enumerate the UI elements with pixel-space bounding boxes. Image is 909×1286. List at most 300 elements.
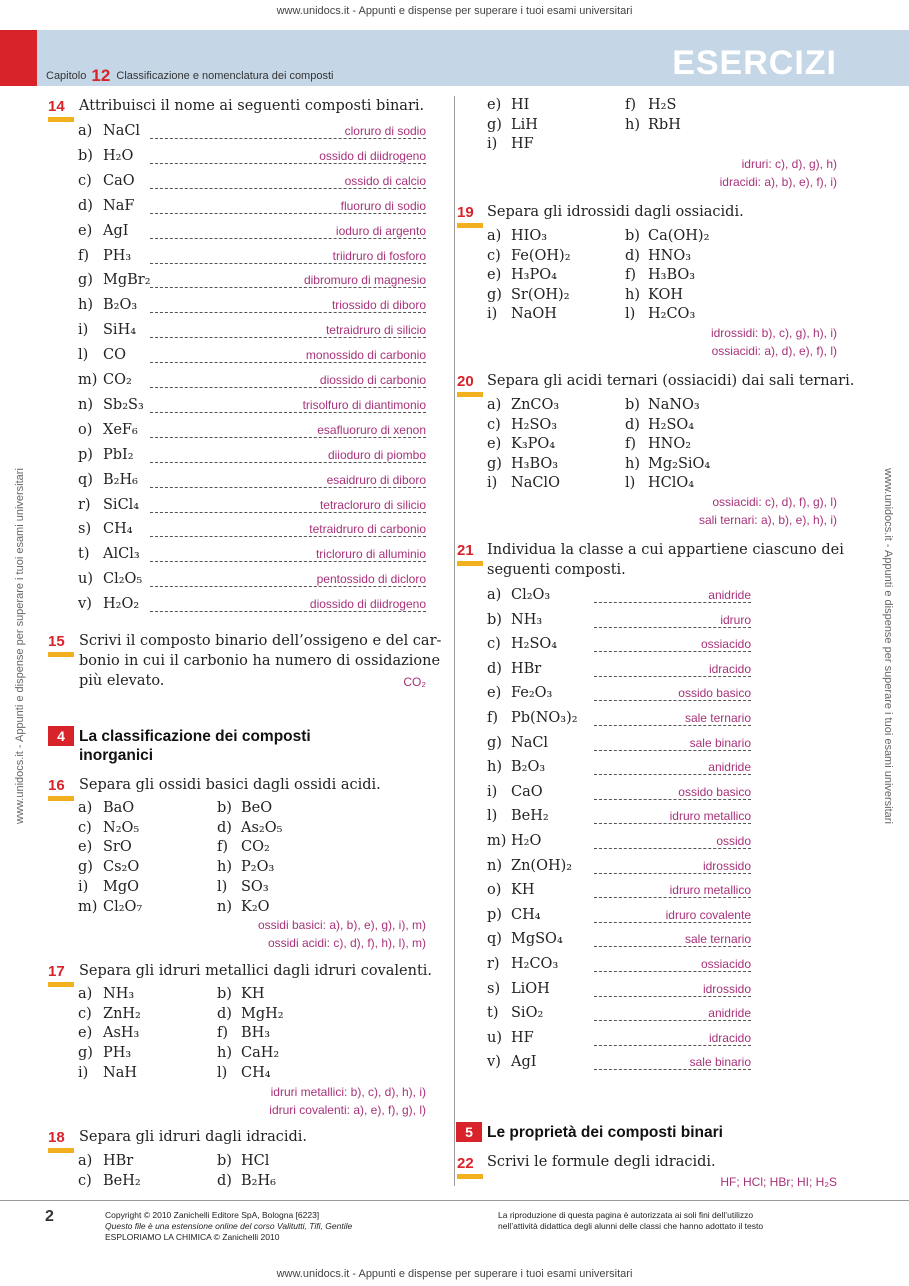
- exercise-text: Attribuisci il nome ai seguenti composti binari.: [79, 98, 425, 114]
- exercise-number: 17: [48, 963, 65, 980]
- exercise-number: 15: [48, 633, 65, 650]
- dotted-leader: [150, 412, 426, 413]
- item-label: h): [487, 759, 502, 776]
- dotted-leader: [594, 1045, 751, 1046]
- item-label: i): [487, 136, 498, 153]
- item-label: o): [487, 882, 502, 899]
- item-formula: Fe(OH)₂: [511, 247, 571, 264]
- item-label: o): [78, 421, 93, 438]
- item-formula: NaNO₃: [648, 397, 700, 413]
- item-label: h): [217, 1045, 232, 1062]
- item-formula: H₂O: [103, 147, 134, 164]
- item-formula: HClO₄: [648, 475, 695, 492]
- page-number: 2: [45, 1208, 54, 1225]
- item-label: m): [487, 833, 507, 849]
- item-formula: H₂S: [648, 97, 677, 113]
- exercise-text-line: bonio in cui il carbonio ha numero di ossidazione: [79, 653, 441, 669]
- item-formula: P₂O₃: [241, 859, 275, 876]
- item-label: q): [78, 471, 93, 488]
- answer: ossiacido: [700, 957, 751, 971]
- item-formula: CH₄: [241, 1064, 271, 1081]
- item-formula: H₃BO₃: [648, 267, 696, 284]
- item-formula: PbI₂: [103, 446, 134, 463]
- item-formula: HBr: [511, 660, 542, 677]
- item-formula: HIO₃: [511, 228, 548, 244]
- item-label: b): [217, 1153, 232, 1169]
- dotted-leader: [594, 725, 751, 726]
- item-label: m): [78, 372, 98, 388]
- answer: idruri covalenti: a), e), f), g), l): [269, 1103, 426, 1117]
- answer: sale binario: [689, 1055, 751, 1070]
- dotted-leader: [594, 750, 751, 751]
- item-label: b): [217, 986, 232, 1002]
- answer: anidride: [708, 1006, 751, 1021]
- item-formula: CaH₂: [241, 1045, 280, 1062]
- item-formula: Fe₂O₃: [511, 685, 553, 702]
- answer: tetraidruro di silicio: [325, 323, 426, 338]
- item-formula: HF: [511, 1029, 534, 1046]
- answer: ossido basico: [678, 686, 751, 701]
- dotted-leader: [594, 651, 751, 652]
- item-formula: CO₂: [103, 372, 132, 388]
- dotted-leader: [594, 971, 751, 972]
- section-title: ESERCIZI: [672, 44, 837, 82]
- item-label: v): [487, 1054, 501, 1071]
- answer: sale ternario: [684, 932, 751, 947]
- item-label: e): [487, 267, 502, 284]
- item-formula: ZnCO₃: [511, 397, 560, 413]
- item-label: n): [487, 857, 502, 874]
- item-label: e): [78, 839, 93, 856]
- exercise-text: Separa gli acidi ternari (ossiacidi) dai sali ternari.: [487, 373, 855, 389]
- dotted-leader: [594, 799, 751, 800]
- section-heading: Le proprietà dei composti binari: [487, 1124, 723, 1141]
- item-label: d): [487, 660, 502, 677]
- item-label: b): [625, 228, 640, 244]
- answer: sali ternari: a), b), e), h), i): [698, 513, 837, 527]
- item-formula: SiO₂: [511, 1005, 544, 1022]
- item-formula: HBr: [103, 1153, 134, 1169]
- item-label: a): [78, 1153, 93, 1169]
- item-label: r): [487, 956, 500, 972]
- item-formula: HF: [511, 136, 534, 153]
- dotted-leader: [594, 1020, 751, 1021]
- item-label: p): [78, 446, 93, 463]
- section-number-box: 5: [456, 1122, 482, 1142]
- chapter-caption: [46, 64, 333, 84]
- exercise-number: 18: [48, 1129, 65, 1146]
- footer-rule: [0, 1200, 909, 1201]
- item-label: l): [487, 808, 498, 825]
- item-label: g): [487, 116, 502, 133]
- item-formula: NaCl: [103, 123, 141, 139]
- answer: idrossido: [702, 858, 751, 873]
- item-formula: B₂H₆: [103, 471, 138, 488]
- answer: sale ternario: [684, 711, 751, 725]
- dotted-leader: [150, 512, 426, 513]
- answer: diossido di diidrogeno: [309, 597, 426, 612]
- dotted-leader: [594, 676, 751, 677]
- item-formula: Cl₂O₇: [103, 898, 143, 915]
- item-label: u): [487, 1029, 502, 1046]
- answer: ossiacidi: a), d), e), f), l): [711, 344, 837, 358]
- item-formula: ZnH₂: [103, 1005, 141, 1022]
- item-formula: BaO: [103, 800, 135, 816]
- answer: triidruro di fosforo: [332, 248, 426, 263]
- answer: idruro covalente: [665, 907, 751, 922]
- item-formula: BeO: [241, 800, 273, 816]
- dotted-leader: [150, 213, 426, 214]
- item-label: p): [487, 906, 502, 923]
- item-label: f): [625, 97, 637, 113]
- item-label: c): [487, 636, 501, 653]
- item-label: r): [78, 496, 91, 513]
- item-formula: AgI: [511, 1054, 537, 1071]
- reproduction-note: La riproduzione di questa pagina è autorizzata ai soli fini dell’utilizzo: [498, 1210, 754, 1220]
- dotted-leader: [594, 774, 751, 775]
- item-label: i): [487, 475, 498, 492]
- exercise-number: 14: [48, 98, 65, 115]
- dotted-leader: [150, 362, 426, 363]
- item-formula: XeF₆: [103, 421, 138, 438]
- item-label: i): [78, 878, 89, 895]
- item-label: t): [487, 1005, 499, 1022]
- item-label: e): [78, 1025, 93, 1042]
- answer: pentossido di dicloro: [316, 572, 426, 587]
- item-formula: PH₃: [103, 1045, 132, 1062]
- answer: diioduro di piombo: [327, 447, 426, 462]
- answer: tetraidruro di carbonio: [309, 522, 426, 537]
- item-label: c): [78, 172, 92, 189]
- item-label: e): [487, 685, 502, 702]
- exercise-number: 16: [48, 777, 65, 794]
- answer: diossido di carbonio: [319, 373, 426, 387]
- item-formula: AsH₃: [103, 1025, 140, 1042]
- answer: esafluoruro di xenon: [317, 422, 426, 437]
- item-formula: CO: [103, 347, 126, 364]
- item-label: b): [217, 800, 232, 816]
- item-label: a): [487, 228, 502, 244]
- dotted-leader: [150, 238, 426, 239]
- item-label: l): [217, 1064, 228, 1081]
- item-formula: SiCl₄: [103, 496, 140, 513]
- item-label: c): [78, 819, 92, 836]
- exercise-text: Separa gli idruri dagli idracidi.: [79, 1129, 308, 1145]
- item-label: g): [487, 286, 502, 303]
- item-formula: KH: [241, 986, 265, 1002]
- exercise-number: 22: [457, 1155, 474, 1172]
- answer: anidride: [708, 760, 751, 775]
- item-formula: Sb₂S₃: [103, 396, 144, 413]
- answer: idrossidi: b), c), g), h), i): [710, 326, 837, 340]
- item-formula: HNO₂: [648, 436, 692, 453]
- exercise-text: Scrivi le formule degli idracidi.: [487, 1154, 716, 1170]
- item-label: c): [78, 1172, 92, 1189]
- watermark-right: www.unidocs.it - Appunti e dispense per superare i tuoi esami universitari: [882, 468, 894, 824]
- answer: ossido di calcio: [344, 173, 426, 188]
- item-label: g): [78, 1045, 93, 1062]
- item-label: a): [78, 800, 93, 816]
- item-label: l): [78, 347, 89, 364]
- item-label: q): [487, 931, 502, 948]
- answer: ossidi basici: a), b), e), g), i), m): [257, 918, 426, 932]
- item-formula: Mg₂SiO₄: [648, 455, 711, 472]
- item-label: c): [487, 416, 501, 433]
- item-formula: RbH: [648, 116, 681, 133]
- answer: idrossido: [702, 981, 751, 996]
- answer: dibromuro di magnesio: [303, 273, 426, 288]
- section-heading: La classificazione dei composti: [79, 728, 311, 745]
- item-label: a): [78, 986, 93, 1002]
- item-label: d): [217, 1172, 232, 1189]
- item-label: h): [625, 116, 640, 133]
- watermark-bottom: www.unidocs.it - Appunti e dispense per superare i tuoi esami universitari: [276, 1268, 633, 1280]
- answer: anidride: [708, 588, 751, 602]
- item-label: s): [487, 980, 501, 997]
- dotted-leader: [150, 312, 426, 313]
- dotted-leader: [594, 700, 751, 701]
- answer: idruri: c), d), g), h): [741, 157, 837, 171]
- item-label: l): [625, 475, 636, 492]
- exercise-text: Separa gli ossidi basici dagli ossidi acidi.: [79, 777, 381, 793]
- item-formula: HNO₃: [648, 247, 692, 264]
- item-formula: H₂SO₄: [648, 416, 695, 433]
- item-label: b): [625, 397, 640, 413]
- dotted-leader: [594, 946, 751, 947]
- item-formula: HCl: [241, 1153, 270, 1169]
- item-label: d): [217, 1005, 232, 1022]
- item-label: f): [625, 436, 637, 453]
- item-formula: B₂O₃: [511, 759, 546, 776]
- item-formula: Cl₂O₅: [103, 571, 143, 588]
- item-label: i): [487, 306, 498, 323]
- exercise-text: Separa gli idruri metallici dagli idruri covalenti.: [79, 963, 433, 979]
- copyright-line: Copyright © 2010 Zanichelli Editore SpA, Bologna [6223]: [105, 1210, 320, 1220]
- item-label: g): [78, 272, 93, 289]
- item-formula: SO₃: [241, 878, 269, 895]
- item-label: g): [78, 859, 93, 876]
- item-formula: H₂CO₃: [511, 956, 559, 972]
- answer: idruro: [720, 612, 751, 627]
- item-label: f): [217, 1025, 229, 1042]
- item-formula: NH₃: [103, 986, 135, 1002]
- answer: monossido di carbonio: [305, 348, 426, 363]
- item-formula: H₂O₂: [103, 596, 140, 613]
- item-formula: MgO: [103, 878, 140, 895]
- dotted-leader: [150, 163, 426, 164]
- item-formula: KOH: [648, 286, 683, 303]
- item-label: n): [217, 898, 232, 915]
- dotted-leader: [150, 188, 426, 189]
- answer: idracido: [708, 1030, 751, 1045]
- answer: triossido di diboro: [331, 298, 426, 313]
- item-formula: CaO: [511, 783, 543, 800]
- item-label: i): [78, 322, 89, 339]
- dotted-leader: [150, 263, 426, 264]
- answer: tetracloruro di silicio: [319, 497, 426, 512]
- answer: CO₂: [403, 675, 426, 689]
- item-label: l): [625, 306, 636, 323]
- dotted-leader: [150, 437, 426, 438]
- item-formula: H₃BO₃: [511, 455, 559, 472]
- answer: ossiacido: [700, 637, 751, 652]
- item-formula: NaOH: [511, 306, 557, 323]
- item-label: b): [487, 611, 502, 628]
- dotted-leader: [594, 996, 751, 997]
- answer: fluoruro di sodio: [340, 198, 426, 213]
- answer: ioduro di argento: [335, 223, 426, 238]
- item-formula: CH₄: [103, 521, 133, 538]
- item-label: f): [625, 267, 637, 284]
- item-formula: LiOH: [511, 980, 550, 997]
- item-formula: Ca(OH)₂: [648, 228, 710, 244]
- item-formula: HI: [511, 97, 530, 113]
- item-formula: MgH₂: [241, 1005, 284, 1022]
- item-label: v): [78, 596, 92, 613]
- watermark-top: www.unidocs.it - Appunti e dispense per superare i tuoi esami universitari: [276, 5, 633, 17]
- answer: ossido basico: [678, 784, 751, 799]
- item-label: d): [217, 819, 232, 836]
- item-formula: BH₃: [241, 1025, 271, 1042]
- dotted-leader: [594, 627, 751, 628]
- copyright-line: ESPLORIAMO LA CHIMICA © Zanichelli 2010: [105, 1232, 280, 1242]
- item-formula: PH₃: [103, 247, 132, 264]
- watermark-left: www.unidocs.it - Appunti e dispense per superare i tuoi esami universitari: [14, 468, 26, 824]
- item-formula: AgI: [103, 222, 129, 239]
- answer: sale binario: [689, 735, 751, 750]
- item-formula: CH₄: [511, 906, 541, 923]
- copyright-line: Questo file è una estensione online del corso Valitutti, Tifi, Gentile: [105, 1221, 353, 1231]
- item-label: e): [487, 97, 502, 113]
- item-formula: As₂O₅: [241, 819, 283, 836]
- item-label: a): [78, 123, 93, 139]
- item-label: a): [487, 397, 502, 413]
- item-formula: CaO: [103, 172, 135, 189]
- item-formula: NaF: [103, 197, 135, 214]
- item-label: c): [78, 1005, 92, 1022]
- dotted-leader: [150, 337, 426, 338]
- item-label: s): [78, 521, 92, 538]
- item-formula: K₃PO₄: [511, 436, 556, 453]
- item-formula: NH₃: [511, 611, 543, 628]
- item-formula: AlCl₃: [103, 546, 140, 563]
- dotted-leader: [594, 602, 751, 603]
- answer: ossidi acidi: c), d), f), h), l), m): [267, 936, 426, 950]
- header-red-tab: [0, 30, 37, 86]
- item-label: b): [78, 147, 93, 164]
- answer: esaidruro di diboro: [326, 472, 426, 487]
- dotted-leader: [594, 848, 751, 849]
- answer: cloruro di sodio: [344, 124, 426, 138]
- exercise-text-line: più elevato.: [79, 673, 165, 689]
- column-divider: [454, 96, 455, 1186]
- item-formula: NaCl: [511, 734, 549, 751]
- dotted-leader: [150, 611, 426, 612]
- dotted-leader: [594, 897, 751, 898]
- item-formula: H₂SO₃: [511, 416, 558, 433]
- item-label: i): [487, 783, 498, 800]
- item-formula: Pb(NO₃)₂: [511, 710, 578, 726]
- exercise-number: 21: [457, 542, 474, 559]
- item-label: h): [217, 859, 232, 876]
- exercise-text: Separa gli idrossidi dagli ossiacidi.: [487, 204, 744, 220]
- item-formula: N₂O₅: [103, 819, 140, 836]
- exercise-text-line: seguenti composti.: [487, 562, 626, 578]
- dotted-leader: [150, 462, 426, 463]
- answer: HF; HCl; HBr; HI; H₂S: [720, 1175, 837, 1189]
- item-formula: BeH₂: [103, 1172, 141, 1189]
- chapter-label: Capitolo: [46, 70, 87, 82]
- answer: idracidi: a), b), e), f), i): [719, 175, 837, 189]
- reproduction-note: nell’attività didattica degli alunni delle classi che hanno adottato il testo: [498, 1221, 764, 1231]
- item-label: g): [487, 734, 502, 751]
- item-label: u): [78, 571, 93, 588]
- dotted-leader: [150, 487, 426, 488]
- dotted-leader: [150, 387, 426, 388]
- item-label: f): [217, 839, 229, 856]
- item-formula: BeH₂: [511, 808, 549, 825]
- answer: idruro metallico: [669, 809, 751, 824]
- item-formula: MgSO₄: [511, 931, 563, 948]
- item-label: h): [625, 455, 640, 472]
- item-label: i): [78, 1064, 89, 1081]
- dotted-leader: [150, 561, 426, 562]
- item-formula: H₂CO₃: [648, 306, 696, 323]
- item-formula: B₂H₆: [241, 1172, 276, 1189]
- dotted-leader: [150, 586, 426, 587]
- chapter-number: 12: [91, 66, 111, 85]
- item-label: f): [487, 710, 499, 726]
- item-formula: LiH: [511, 116, 538, 133]
- header-band: [0, 30, 909, 86]
- item-formula: NaH: [103, 1064, 137, 1081]
- answer: ossido di diidrogeno: [319, 148, 426, 163]
- item-formula: B₂O₃: [103, 297, 138, 314]
- dotted-leader: [150, 138, 426, 139]
- item-label: h): [78, 297, 93, 314]
- answer: idruro metallico: [669, 883, 751, 898]
- item-formula: NaClO: [511, 475, 560, 492]
- item-formula: H₃PO₄: [511, 267, 557, 284]
- answer: idracido: [708, 661, 751, 676]
- item-formula: KH: [511, 882, 535, 899]
- item-formula: Cs₂O: [103, 859, 140, 876]
- item-label: d): [78, 197, 93, 214]
- item-formula: MgBr₂: [103, 272, 151, 289]
- exercise-text-line: Individua la classe a cui appartiene ciascuno dei: [487, 542, 844, 558]
- item-label: d): [625, 247, 640, 264]
- dotted-leader: [150, 287, 426, 288]
- exercise-text-line: Scrivi il composto binario dell’ossigeno e del car-: [79, 633, 442, 649]
- dotted-leader: [594, 873, 751, 874]
- dotted-leader: [594, 823, 751, 824]
- item-label: n): [78, 396, 93, 413]
- item-label: c): [487, 247, 501, 264]
- item-label: g): [487, 455, 502, 472]
- item-label: t): [78, 546, 90, 563]
- item-label: a): [487, 587, 502, 603]
- item-formula: H₂O: [511, 833, 542, 849]
- dotted-leader: [594, 1069, 751, 1070]
- answer: tricloruro di alluminio: [315, 547, 426, 562]
- item-formula: Sr(OH)₂: [511, 286, 570, 303]
- section-heading: inorganici: [79, 747, 154, 764]
- dotted-leader: [594, 922, 751, 923]
- item-label: l): [217, 878, 228, 895]
- item-label: h): [625, 286, 640, 303]
- exercise-number: 19: [457, 204, 474, 221]
- item-formula: H₂SO₄: [511, 636, 558, 653]
